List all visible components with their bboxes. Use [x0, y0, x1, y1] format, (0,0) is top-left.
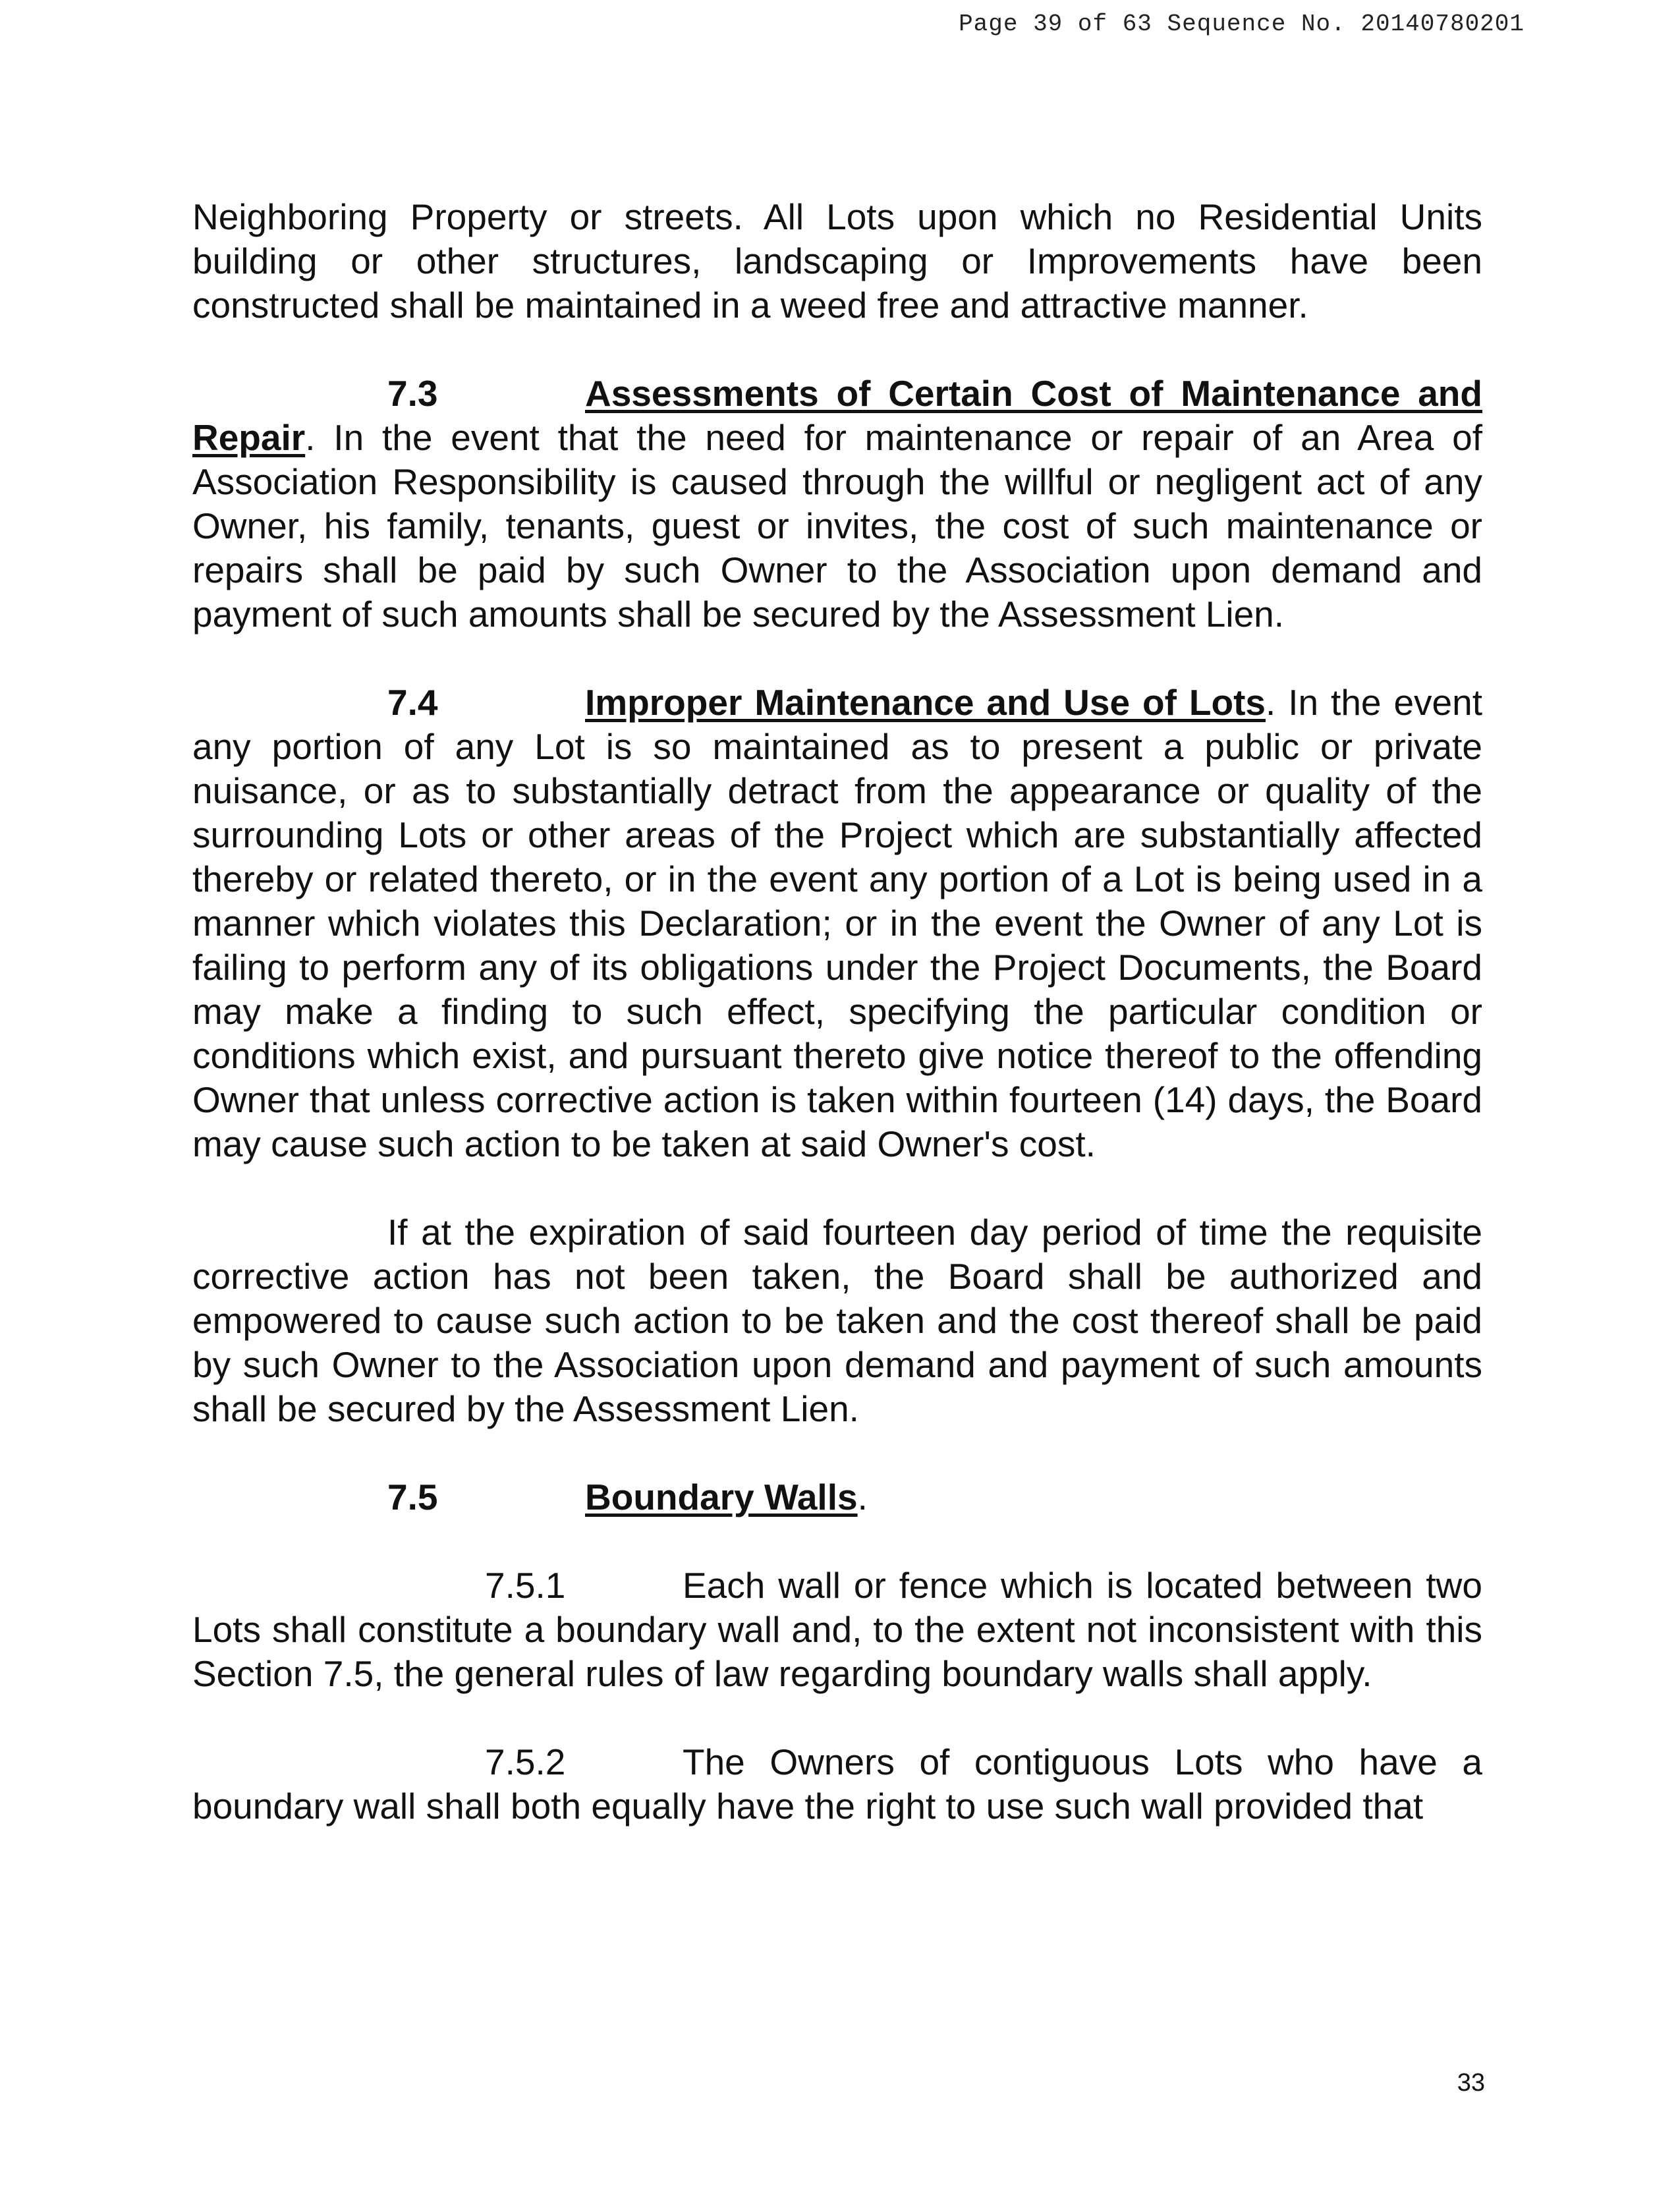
- section-number: 7.4: [387, 682, 438, 723]
- subsection-body: Each wall or fence which is located between two Lots shall constitute a boundary wall and, to the extent not inconsistent with this Section 7.5, the general rules of law regarding boundary walls shall apply.: [192, 1565, 1482, 1694]
- spacer: [192, 1166, 1482, 1210]
- title-period: .: [305, 417, 316, 458]
- page-number: 33: [1457, 2069, 1485, 2097]
- document-body: [192, 195, 1482, 1828]
- section-7-5: [192, 1475, 1482, 1519]
- page-header-sequence: Page 39 of 63 Sequence No. 20140780201: [959, 11, 1525, 38]
- spacer: [192, 327, 1482, 372]
- subsection-number: 7.5.2: [485, 1741, 566, 1782]
- section-body: In the event that the need for maintenance or repair of an Area of Association Responsibility is caused through the willful or negligent act of any Owner, his family, tenants, guest or invites, the cost of such maintenance or repairs shall be paid by such Owner to the Association upon demand and payment of such amounts shall be secured by the Assessment Lien.: [192, 417, 1482, 635]
- section-title: Boundary Walls: [585, 1477, 858, 1517]
- title-period: .: [1265, 682, 1276, 723]
- title-period: .: [857, 1477, 868, 1517]
- section-7-4-continued: If at the expiration of said fourteen day period of time the requisite corrective action has not been taken, the Board shall be authorized and empowered to cause such action to be taken and the cost thereof shall be paid by such Owner to the Association upon demand and payment of such amounts shall be secured by the Assessment Lien.: [192, 1212, 1482, 1429]
- subsection-7-5-2: [192, 1740, 1482, 1828]
- section-number: 7.5: [387, 1477, 438, 1517]
- paragraph-intro: Neighboring Property or streets. All Lots upon which no Residential Units building or other structures, landscaping or Improvements have been constructed shall be maintained in a weed free and attractive manner.: [192, 196, 1482, 326]
- subsection-number: 7.5.1: [485, 1565, 566, 1606]
- spacer: [192, 1431, 1482, 1475]
- subsection-body: The Owners of contiguous Lots who have a boundary wall shall both equally have the right to use such wall provided that: [192, 1741, 1482, 1826]
- section-7-4: [192, 681, 1482, 1166]
- section-number: 7.3: [387, 373, 438, 414]
- section-7-3: [192, 372, 1482, 637]
- section-title: Assessments of Certain Cost of Maintenance and Repair: [192, 373, 1482, 458]
- section-title: Improper Maintenance and Use of Lots: [585, 682, 1266, 723]
- subsection-7-5-1: [192, 1564, 1482, 1696]
- spacer: [192, 1519, 1482, 1564]
- section-body: In the event any portion of any Lot is so maintained as to present a public or private nuisance, or as to substantially detract from the appearance or quality of the surrounding Lots or other areas of the Project which are substantially affected thereby or related thereto, or in the event any portion of a Lot is being used in a manner which violates this Declaration; or in the event the Owner of any Lot is failing to perform any of its obligations under the Project Documents, the Board may make a finding to such effect, specifying the particular condition or conditions which exist, and pursuant thereto give notice thereof to the offending Owner that unless corrective action is taken within fourteen (14) days, the Board may cause such action to be taken at said Owner's cost.: [192, 682, 1483, 1164]
- spacer: [192, 1696, 1482, 1740]
- spacer: [192, 637, 1482, 681]
